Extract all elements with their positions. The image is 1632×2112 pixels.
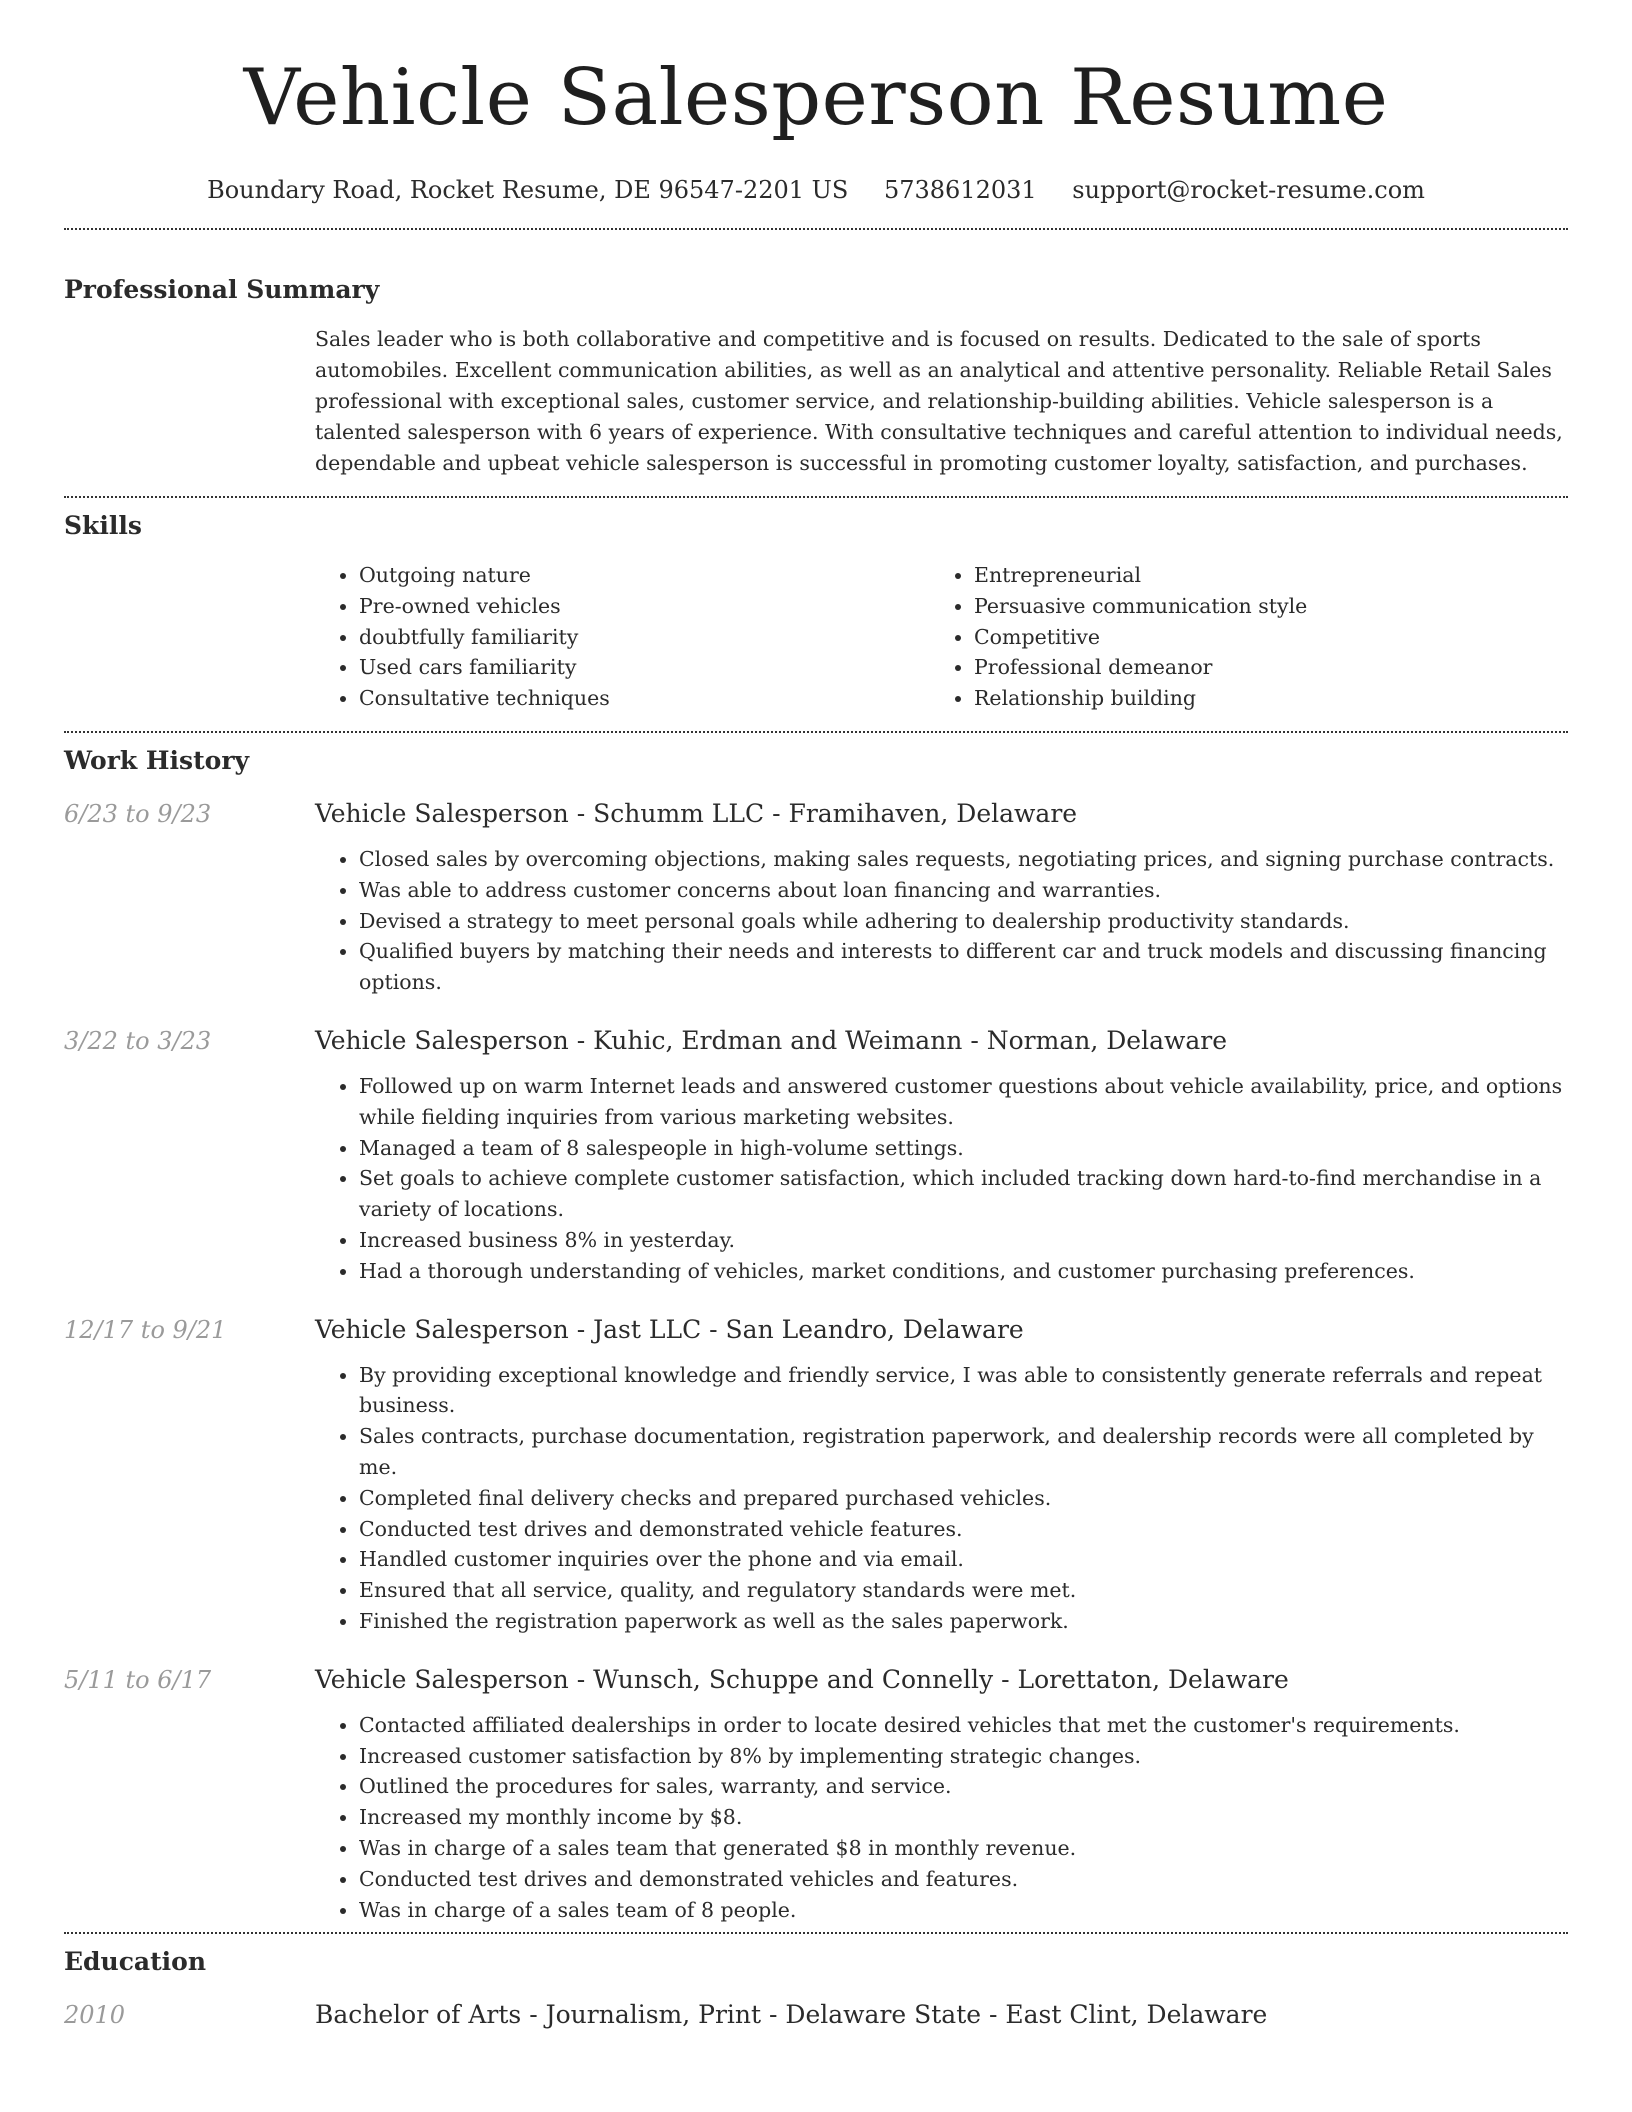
job-bullets xyxy=(315,1360,1568,1637)
contact-line xyxy=(64,174,1568,206)
education-heading: Education xyxy=(64,1947,207,1977)
education-section xyxy=(64,1945,1568,2033)
job-details xyxy=(315,1312,1568,1637)
job-entry xyxy=(64,1023,1568,1287)
job-bullet: • Closed sales by overcoming objections, making sales requests, negotiating prices, and signing purchase contracts. xyxy=(359,844,1568,875)
job-entry xyxy=(64,796,1568,998)
education-degree: Bachelor of Arts - Journalism, Print - Delaware State - East Clint, Delaware xyxy=(315,2000,1268,2030)
divider xyxy=(64,496,1568,498)
job-dates: 12/17 to 9/21 xyxy=(64,1315,227,1344)
jobs-list xyxy=(64,796,1568,1925)
job-bullet: • Had a thorough understanding of vehicles, market conditions, and customer purchasing preferences. xyxy=(359,1256,1568,1287)
job-dates: 6/23 to 9/23 xyxy=(64,799,212,828)
job-bullet: • Contacted affiliated dealerships in order to locate desired vehicles that met the customer's requirements. xyxy=(359,1710,1568,1741)
job-title: Vehicle Salesperson - Jast LLC - San Leandro, Delaware xyxy=(315,1314,1024,1344)
skills-section xyxy=(64,509,1568,714)
job-bullet: • Conducted test drives and demonstrated vehicle features. xyxy=(359,1514,1568,1545)
contact-address: Boundary Road, Rocket Resume, DE 96547-2201 US xyxy=(207,176,849,204)
skill-item: • Outgoing nature xyxy=(359,560,930,591)
work-history-section xyxy=(64,744,1568,1925)
skill-item: • Pre-owned vehicles xyxy=(359,591,930,622)
skill-item: • Persuasive communication style xyxy=(974,591,1545,622)
job-details xyxy=(315,1023,1568,1287)
work-history-heading: Work History xyxy=(64,745,250,775)
job-bullet: • Conducted test drives and demonstrated vehicles and features. xyxy=(359,1864,1568,1895)
job-title: Vehicle Salesperson - Schumm LLC - Framihaven, Delaware xyxy=(315,798,1078,828)
job-bullet: • Was in charge of a sales team that generated $8 in monthly revenue. xyxy=(359,1833,1568,1864)
job-bullet: • Handled customer inquiries over the phone and via email. xyxy=(359,1544,1568,1575)
job-bullet: • Was in charge of a sales team of 8 people. xyxy=(359,1895,1568,1926)
skill-item: • Consultative techniques xyxy=(359,683,930,714)
skills-column-right xyxy=(930,560,1545,714)
job-bullet: • Increased customer satisfaction by 8% by implementing strategic changes. xyxy=(359,1741,1568,1772)
skill-item: • Entrepreneurial xyxy=(974,560,1545,591)
job-bullet: • Increased business 8% in yesterday. xyxy=(359,1225,1568,1256)
divider xyxy=(64,731,1568,733)
job-bullets xyxy=(315,1071,1568,1287)
education-year: 2010 xyxy=(64,2001,126,2030)
summary-heading: Professional Summary xyxy=(64,275,380,304)
job-bullet: • Qualified buyers by matching their needs and interests to different car and truck models and discussing financing options. xyxy=(359,936,1568,998)
job-bullet: • Sales contracts, purchase documentation, registration paperwork, and dealership records were all completed by me. xyxy=(359,1421,1568,1483)
job-dates: 3/22 to 3/23 xyxy=(64,1026,212,1055)
contact-phone: 5738612031 xyxy=(883,176,1037,204)
divider xyxy=(64,228,1568,230)
skill-item: • Professional demeanor xyxy=(974,652,1545,683)
job-title: Vehicle Salesperson - Wunsch, Schuppe and Connelly - Lorettaton, Delaware xyxy=(315,1664,1289,1694)
education-list xyxy=(64,1997,1568,2033)
job-bullet: • Devised a strategy to meet personal goals while adhering to dealership productivity standards. xyxy=(359,906,1568,937)
job-dates: 5/11 to 6/17 xyxy=(64,1665,212,1694)
resume-page xyxy=(64,0,1568,2033)
job-details xyxy=(315,1662,1568,1926)
job-bullet: • Increased my monthly income by $8. xyxy=(359,1802,1568,1833)
skills-heading: Skills xyxy=(64,511,142,540)
skill-item: • Competitive xyxy=(974,622,1545,653)
skills-column-left xyxy=(315,560,930,714)
job-bullet: • By providing exceptional knowledge and friendly service, I was able to consistently generate referrals and repeat business. xyxy=(359,1360,1568,1422)
job-bullet: • Set goals to achieve complete customer satisfaction, which included tracking down hard-to-find merchandise in a variety of locations. xyxy=(359,1163,1568,1225)
job-bullet: • Finished the registration paperwork as well as the sales paperwork. xyxy=(359,1606,1568,1637)
job-bullet: • Managed a team of 8 salespeople in high-volume settings. xyxy=(359,1133,1568,1164)
education-details xyxy=(315,1997,1568,2033)
job-bullet: • Followed up on warm Internet leads and answered customer questions about vehicle availability, price, and options while fielding inquiries from various marketing websites. xyxy=(359,1071,1568,1133)
skill-item: • Relationship building xyxy=(974,683,1545,714)
education-entry xyxy=(64,1997,1568,2033)
job-title: Vehicle Salesperson - Kuhic, Erdman and Weimann - Norman, Delaware xyxy=(315,1025,1228,1055)
skills-list xyxy=(315,560,1568,714)
job-bullet: • Completed final delivery checks and prepared purchased vehicles. xyxy=(359,1483,1568,1514)
resume-title: Vehicle Salesperson Resume xyxy=(243,53,1389,143)
skill-item: • doubtfully familiarity xyxy=(359,622,930,653)
job-entry xyxy=(64,1662,1568,1926)
job-bullet: • Outlined the procedures for sales, warranty, and service. xyxy=(359,1771,1568,1802)
job-bullet: • Ensured that all service, quality, and regulatory standards were met. xyxy=(359,1575,1568,1606)
job-details xyxy=(315,796,1568,998)
summary-section xyxy=(64,273,1568,479)
job-bullets xyxy=(315,844,1568,998)
job-bullet: • Was able to address customer concerns about loan financing and warranties. xyxy=(359,875,1568,906)
job-bullets xyxy=(315,1710,1568,1926)
divider xyxy=(64,1932,1568,1934)
job-entry xyxy=(64,1312,1568,1637)
skill-item: • Used cars familiarity xyxy=(359,652,930,683)
contact-email: support@rocket-resume.com xyxy=(1072,176,1425,204)
summary-text: Sales leader who is both collaborative and competitive and is focused on results. Dedicated to the sale of sports automobiles. Excellent communication abilities, as well as an analytical and attentive personality. Reliable Retail Sales professional with exceptional sales, customer service, and relationship-building abilities. Vehicle salesperson is a talented salesperson with 6 years of experience. With consultative techniques and careful attention to individual needs, dependable and upbeat vehicle salesperson is successful in promoting customer loyalty, satisfaction, and purchases. xyxy=(315,327,1563,475)
